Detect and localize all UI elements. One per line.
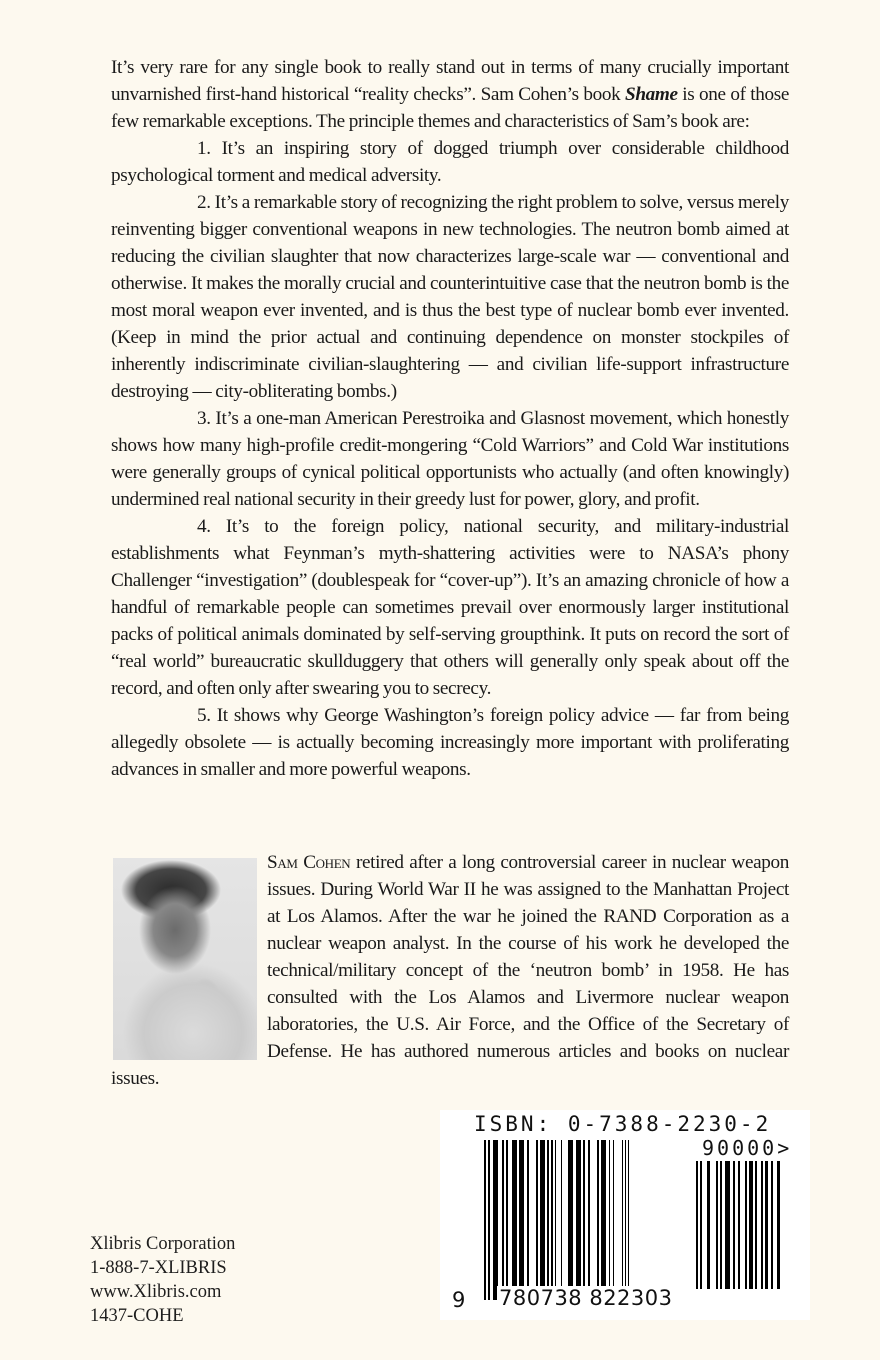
ean-barcode-bars <box>484 1140 684 1300</box>
theme-item-2: 2. It’s a remarkable story of recognizing the right problem to solve, versus merely reinventing bigger conventional weapons in new technologies. The neutron bomb aimed at reducing the civilian slaughter that now characterizes large-scale war — conventional and otherwise. It makes the morally crucial and counterintuitive case that the neutron bomb is the most moral weapon ever invented, and is thus the best type of nuclear bomb ever invented. (Keep in mind the prior actual and continuing dependence on monster stockpiles of inherently indiscriminate civilian-slaughtering — and civilian life-support infrastructure destroying — city-obliterating bombs.) <box>111 192 789 402</box>
intro-text-end: is one of those few remarkable exceptions. The principle themes and characteristics of Sam’s book are: <box>111 84 789 132</box>
blurb-intro <box>111 54 789 135</box>
book-title: Shame <box>625 84 678 105</box>
price-addon-label: 90000> <box>702 1136 793 1160</box>
publisher-phone: 1-888-7-XLIBRIS <box>90 1258 227 1278</box>
author-bio <box>111 849 789 1092</box>
back-cover-blurb <box>111 54 789 783</box>
ean-first-digit: 9 <box>452 1288 466 1312</box>
theme-item-4: 4. It’s to the foreign policy, national security, and military-industrial establishments what Feynman’s myth-shattering activities were to NASA’s phony Challenger “investigation” (doublespeak for “cover-up”). It’s an amazing chronicle of how a handful of remarkable people can sometimes prevail over enormously larger institutional packs of political animals dominated by self-serving groupthink. It puts on record the sort of “real world” bureaucratic skullduggery that others will generally only speak about off the record, and often only after swearing you to secrecy. <box>111 516 789 699</box>
price-addon-bars <box>696 1161 800 1289</box>
author-name: Sam Cohen <box>267 852 351 873</box>
theme-item-3: 3. It’s a one-man American Perestroika and Glasnost movement, which honestly shows how many high-profile credit-mongering “Cold Warriors” and Cold War institutions were generally groups of cynical political opportunists who actually (and often knowingly) undermined real national security in their greedy lust for power, glory, and profit. <box>111 408 789 510</box>
publisher-website: www.Xlibris.com <box>90 1282 222 1302</box>
isbn-label: ISBN: 0-7388-2230-2 <box>474 1112 772 1136</box>
publisher-info <box>90 1232 235 1328</box>
theme-item-5: 5. It shows why George Washington’s foreign policy advice — far from being allegedly obsolete — is actually becoming increasingly more important with proliferating advances in smaller and more powerful weapons. <box>111 705 789 780</box>
isbn-barcode <box>440 1110 810 1320</box>
intro-text-start: It’s very rare for any single book to really stand out in terms of many crucially important unvarnished first-hand historical “reality checks”. Sam Cohen’s book <box>111 57 789 105</box>
author-photo <box>113 858 257 1060</box>
publisher-code: 1437-COHE <box>90 1306 184 1326</box>
publisher-name: Xlibris Corporation <box>90 1234 236 1254</box>
ean-digits: 780738 822303 <box>499 1286 673 1310</box>
bio-body: retired after a long controversial career in nuclear weapon issues. During World War II he was assigned to the Manhattan Project at Los Alamos. After the war he joined the RAND Corporation as a nuclear weapon analyst. In the course of his work he developed the technical/military concept of the ‘neutron bomb’ in 1958. He has consulted with the Los Alamos and Livermore nuclear weapon laboratories, the U.S. Air Force, and the Office of the Secretary of Defense. He has authored numerous articles and books on nuclear issues. <box>111 852 790 1089</box>
theme-item-1: 1. It’s an inspiring story of dogged triumph over considerable childhood psychological torment and medical adversity. <box>111 138 789 186</box>
